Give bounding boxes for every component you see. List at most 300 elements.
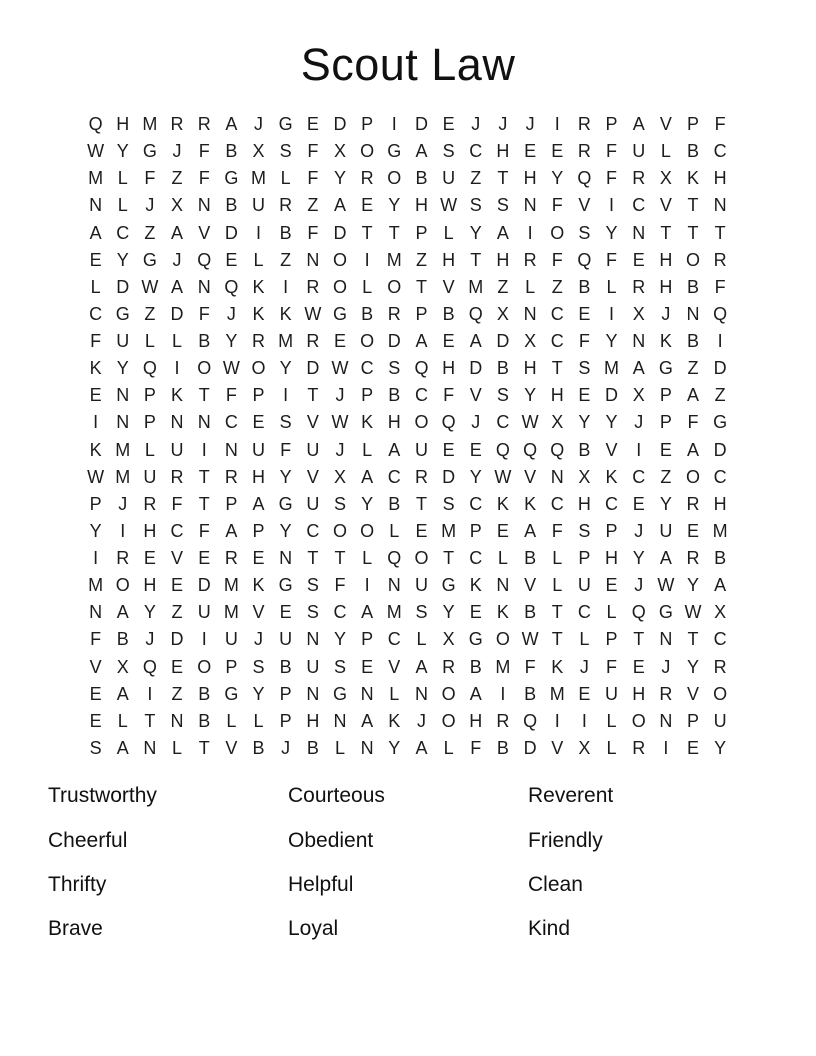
grid-letter: G [658,602,673,623]
grid-letter: N [306,249,320,270]
grid-letter: E [496,520,509,541]
grid-letter: F [198,141,210,162]
grid-letter: Q [142,656,157,677]
grid-letter: C [496,412,510,433]
grid-letter: S [89,737,102,758]
grid-letter: D [170,303,184,324]
grid-letter: B [225,141,238,162]
grid-letter: D [333,222,347,243]
grid-letter: N [632,331,646,352]
grid-letter: Y [578,412,591,433]
grid-letter: D [306,358,320,379]
grid-letter: N [523,303,537,324]
grid-letter: A [225,114,238,135]
grid-letter: S [578,520,591,541]
grid-letter: B [496,358,509,379]
grid-letter: R [252,331,266,352]
grid-letter: F [144,168,156,189]
grid-letter: Z [551,276,563,297]
grid-letter: C [414,385,428,406]
grid-letter: Y [714,737,727,758]
grid-letter: O [414,548,429,569]
grid-letter: I [174,358,180,379]
grid-letter: I [527,222,533,243]
grid-letter: E [551,141,564,162]
grid-letter: I [391,114,397,135]
grid-letter: M [468,276,484,297]
grid-letter: B [116,629,129,650]
grid-letter: A [524,520,537,541]
grid-letter: W [684,602,702,623]
grid-letter: H [252,466,266,487]
grid-letter: W [657,575,675,596]
grid-letter: N [659,629,673,650]
grid-letter: D [713,439,727,460]
grid-letter: I [93,548,99,569]
grid-letter: L [525,276,536,297]
grid-letter: I [500,683,506,704]
grid-letter: R [306,276,320,297]
grid-letter: L [172,331,183,352]
grid-letter: L [579,629,590,650]
grid-letter: M [278,331,294,352]
grid-letter: L [362,276,373,297]
grid-letter: A [496,222,509,243]
grid-letter: Y [687,656,700,677]
grid-letter: Y [605,331,618,352]
grid-letter: L [389,520,400,541]
grid-letter: A [116,683,129,704]
grid-letter: H [143,575,157,596]
grid-letter: O [360,331,375,352]
grid-letter: S [442,141,455,162]
grid-letter: F [606,656,618,677]
grid-letter: N [713,195,727,216]
grid-letter: J [634,412,644,433]
grid-letter: M [223,602,239,623]
grid-letter: K [388,710,401,731]
grid-letter: V [687,683,700,704]
grid-letter: W [87,466,105,487]
grid-letter: I [663,737,669,758]
grid-letter: O [495,629,510,650]
grid-letter: Y [116,249,129,270]
grid-letter: T [551,358,563,379]
grid-letter: E [469,439,482,460]
grid-letter: Q [550,439,565,460]
grid-letter: H [659,249,673,270]
grid-letter: N [632,222,646,243]
grid-letter: X [551,412,564,433]
grid-letter: S [496,385,509,406]
grid-letter: F [90,331,102,352]
grid-letter: K [496,493,509,514]
grid-letter: L [660,141,671,162]
grid-letter: A [415,656,428,677]
grid-letter: U [414,575,428,596]
grid-letter: A [469,331,482,352]
grid-letter: G [224,168,239,189]
grid-letter: A [714,575,727,596]
grid-letter: P [225,656,238,677]
grid-letter: H [442,249,456,270]
grid-letter: G [658,358,673,379]
grid-letter: Y [225,331,238,352]
grid-letter: Q [88,114,103,135]
grid-letter: T [687,222,699,243]
grid-letter: P [361,629,374,650]
grid-letter: D [387,331,401,352]
word-list-column [528,774,613,952]
grid-letter: H [496,249,510,270]
grid-letter: T [388,222,400,243]
grid-letter: B [496,737,509,758]
grid-letter: Z [144,303,156,324]
grid-letter: R [143,493,157,514]
grid-letter: T [415,493,427,514]
word-list [0,774,816,954]
grid-letter: M [386,249,402,270]
grid-letter: L [144,439,155,460]
grid-letter: S [306,575,319,596]
grid-letter: X [632,303,645,324]
grid-letter: O [360,141,375,162]
grid-letter: W [87,141,105,162]
grid-letter: W [222,358,240,379]
grid-letter: L [606,710,617,731]
grid-letter: Z [714,385,726,406]
grid-letter: T [334,548,346,569]
grid-letter: S [415,602,428,623]
grid-letter: R [197,114,211,135]
grid-letter: R [224,548,238,569]
grid-letter: R [577,114,591,135]
grid-letter: P [659,412,672,433]
grid-letter: S [442,493,455,514]
grid-letter: H [414,195,428,216]
grid-letter: Q [387,548,402,569]
word-list-item: Obedient [288,828,374,852]
grid-letter: T [443,548,455,569]
grid-letter: Y [469,222,482,243]
grid-letter: N [333,710,347,731]
grid-letter: R [170,466,184,487]
grid-letter: Z [171,683,183,704]
grid-letter: P [605,114,618,135]
grid-letter: I [283,276,289,297]
grid-letter: Y [279,466,292,487]
grid-letter: V [89,656,102,677]
grid-letter: F [470,737,482,758]
grid-letter: A [89,222,102,243]
grid-letter: Q [468,303,483,324]
grid-letter: C [469,548,483,569]
grid-letter: Q [523,439,538,460]
grid-letter: V [442,276,455,297]
grid-letter: L [443,737,454,758]
grid-letter: T [687,629,699,650]
grid-letter: A [415,331,428,352]
grid-letter: E [578,303,591,324]
grid-letter: V [659,114,672,135]
grid-letter: B [198,331,211,352]
grid-letter: Y [333,168,346,189]
grid-letter: N [550,466,564,487]
grid-letter: C [387,466,401,487]
grid-letter: F [714,276,726,297]
grid-letter: O [332,249,347,270]
grid-letter: N [659,710,673,731]
grid-letter: G [441,575,456,596]
grid-letter: Z [470,168,482,189]
grid-letter: V [306,466,319,487]
grid-letter: S [333,493,346,514]
grid-letter: N [496,575,510,596]
grid-letter: R [306,331,320,352]
grid-letter: I [554,710,560,731]
grid-letter: Y [551,168,564,189]
grid-letter: A [469,683,482,704]
grid-letter: U [224,629,238,650]
grid-letter: G [224,683,239,704]
grid-letter: S [496,195,509,216]
grid-letter: J [634,575,644,596]
grid-letter: T [198,466,210,487]
grid-letter: V [388,656,401,677]
grid-letter: R [279,195,293,216]
grid-letter: Y [687,575,700,596]
grid-letter: V [659,195,672,216]
grid-letter: B [714,548,727,569]
grid-letter: D [496,331,510,352]
grid-letter: A [116,602,129,623]
grid-letter: D [333,114,347,135]
grid-letter: F [225,385,237,406]
grid-letter: E [442,439,455,460]
grid-letter: N [523,195,537,216]
grid-letter: O [686,466,701,487]
grid-letter: C [550,493,564,514]
word-list-item: Kind [528,917,571,941]
grid-letter: U [659,520,673,541]
grid-letter: I [364,575,370,596]
grid-letter: Y [605,412,618,433]
grid-letter: E [687,520,700,541]
grid-letter: E [89,683,102,704]
grid-letter: N [387,575,401,596]
grid-letter: K [89,439,102,460]
grid-letter: U [306,493,320,514]
grid-letter: N [89,602,103,623]
grid-letter: X [578,737,591,758]
grid-letter: E [171,656,184,677]
grid-letter: S [333,656,346,677]
grid-letter: A [252,493,265,514]
grid-letter: J [281,737,291,758]
grid-letter: S [252,656,265,677]
grid-letter: L [416,629,427,650]
grid-letter: U [605,683,619,704]
grid-letter: N [116,385,130,406]
grid-letter: P [252,520,265,541]
grid-letter: X [659,168,672,189]
grid-letter: F [551,520,563,541]
grid-letter: L [280,168,291,189]
grid-letter: E [361,195,374,216]
grid-letter: L [552,548,563,569]
grid-letter: I [93,412,99,433]
grid-letter: W [331,412,349,433]
grid-letter: M [604,358,620,379]
grid-letter: F [171,493,183,514]
grid-letter: E [252,548,265,569]
grid-letter: E [361,656,374,677]
grid-letter: E [171,575,184,596]
grid-letter: N [279,548,293,569]
grid-letter: G [278,575,293,596]
grid-letter: M [712,520,728,541]
grid-letter: O [197,656,212,677]
grid-letter: P [687,710,700,731]
grid-letter: Q [224,276,239,297]
grid-letter: T [470,249,482,270]
grid-letter: F [307,222,319,243]
grid-letter: S [578,222,591,243]
grid-letter: P [252,385,265,406]
word-list-item: Thrifty [48,872,107,896]
grid-letter: N [197,412,211,433]
grid-letter: C [116,222,130,243]
grid-letter: G [332,303,347,324]
grid-letter: J [145,195,155,216]
grid-letter: S [469,195,482,216]
grid-letter: I [283,385,289,406]
grid-letter: B [225,195,238,216]
grid-letter: B [687,276,700,297]
grid-letter: T [551,629,563,650]
grid-letter: P [659,385,672,406]
grid-letter: H [659,276,673,297]
grid-letter: R [360,168,374,189]
grid-letter: C [550,303,564,324]
grid-letter: L [606,276,617,297]
grid-letter: L [226,710,237,731]
grid-letter: M [549,683,565,704]
grid-letter: Y [388,737,401,758]
grid-letter: M [441,520,457,541]
grid-letter: D [469,358,483,379]
grid-letter: T [198,385,210,406]
grid-letter: J [226,303,236,324]
grid-letter: V [605,439,618,460]
grid-letter: E [333,331,346,352]
grid-letter: P [415,222,428,243]
grid-letter: G [142,249,157,270]
grid-letter: O [115,575,130,596]
word-search-grid [82,111,734,762]
grid-letter: V [524,466,537,487]
grid-letter: V [551,737,564,758]
grid-letter: Q [713,303,728,324]
grid-letter: G [115,303,130,324]
grid-letter: D [197,575,211,596]
grid-letter: J [498,114,508,135]
word-list-item: Cheerful [48,828,128,852]
grid-letter: X [524,331,537,352]
grid-letter: J [254,629,264,650]
grid-letter: N [414,683,428,704]
grid-letter: U [414,439,428,460]
grid-letter: N [170,710,184,731]
grid-letter: U [143,466,157,487]
grid-letter: F [198,303,210,324]
grid-letter: D [224,222,238,243]
grid-letter: T [198,493,210,514]
grid-letter: K [279,303,292,324]
grid-letter: D [414,114,428,135]
grid-letter: C [577,602,591,623]
grid-letter: J [118,493,128,514]
grid-letter: Z [307,195,319,216]
grid-letter: E [632,656,645,677]
grid-letter: A [687,385,700,406]
grid-letter: O [387,276,402,297]
grid-letter: K [252,575,265,596]
grid-letter: X [632,385,645,406]
grid-letter: C [360,358,374,379]
grid-letter: W [440,195,458,216]
grid-letter: P [415,303,428,324]
grid-letter: L [253,710,264,731]
grid-letter: O [441,710,456,731]
grid-letter: Y [116,141,129,162]
grid-letter: E [605,575,618,596]
grid-letter: H [143,520,157,541]
grid-letter: J [661,656,671,677]
grid-letter: R [170,114,184,135]
grid-letter: J [661,303,671,324]
grid-letter: H [523,168,537,189]
grid-letter: S [306,602,319,623]
grid-letter: X [442,629,455,650]
grid-letter: R [577,141,591,162]
grid-letter: G [332,683,347,704]
grid-letter: O [251,358,266,379]
word-list-item: Loyal [288,917,339,941]
grid-letter: V [524,575,537,596]
grid-letter: W [494,466,512,487]
grid-letter: L [117,195,128,216]
grid-letter: M [115,466,131,487]
grid-letter: V [252,602,265,623]
grid-letter: Y [605,222,618,243]
grid-letter: P [89,493,102,514]
grid-letter: M [251,168,267,189]
grid-letter: O [631,710,646,731]
grid-letter: V [171,548,184,569]
grid-letter: P [143,412,156,433]
grid-letter: O [713,683,728,704]
grid-letter: J [416,710,426,731]
grid-letter: U [252,195,266,216]
grid-letter: T [714,222,726,243]
grid-letter: A [171,222,184,243]
grid-letter: E [89,249,102,270]
grid-letter: J [579,656,589,677]
grid-letter: C [713,466,727,487]
grid-letter: F [307,141,319,162]
grid-letter: R [523,249,537,270]
